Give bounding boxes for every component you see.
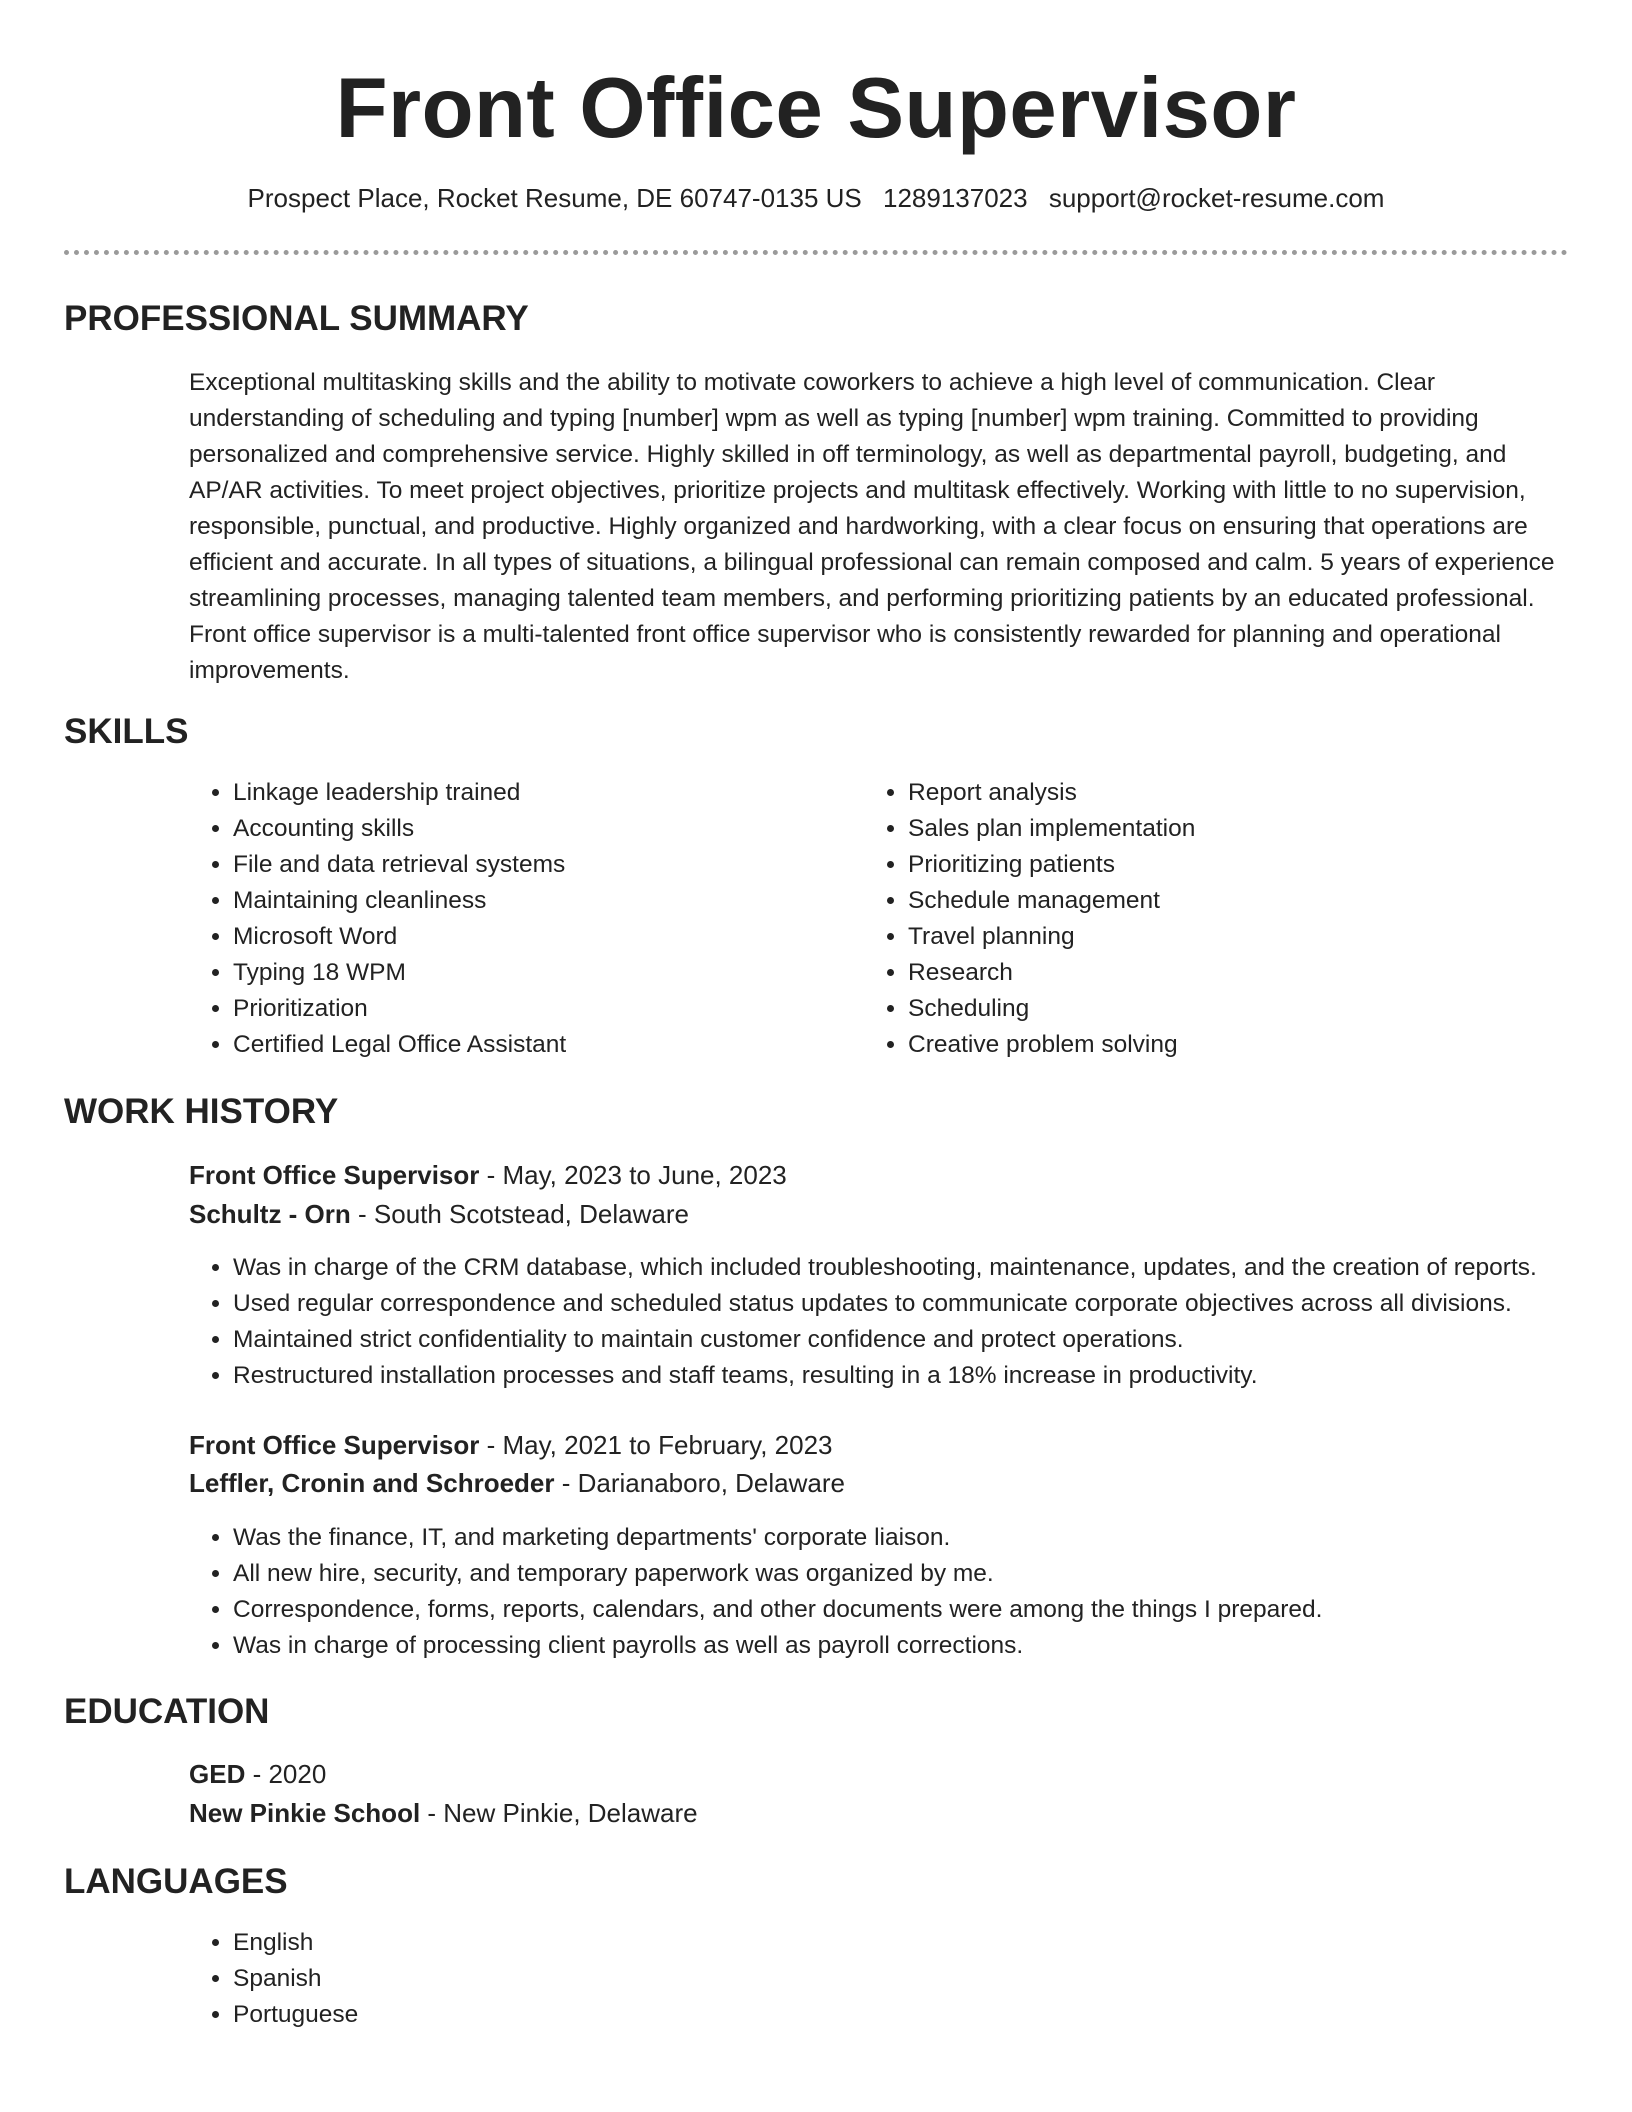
contact-phone: 1289137023 [882, 183, 1028, 213]
job-title-line [189, 1426, 833, 1464]
job-duty: • Was in charge of processing client payrolls as well as payroll corrections. [233, 1628, 1613, 1664]
skill-item: • Scheduling [908, 991, 1548, 1027]
job-dates: - May, 2021 to February, 2023 [479, 1430, 833, 1460]
work-history-heading: WORK HISTORY [64, 1092, 339, 1131]
education-degree: GED [189, 1759, 246, 1789]
skill-item: • Research [908, 955, 1548, 991]
summary-heading: PROFESSIONAL SUMMARY [64, 299, 529, 338]
skills-heading: SKILLS [64, 712, 189, 751]
skill-item: • Maintaining cleanliness [233, 883, 853, 919]
skills-list-right [864, 775, 1548, 1063]
job-duty: • Maintained strict confidentiality to maintain customer confidence and protect operations. [233, 1322, 1613, 1358]
candidate-name: Front Office Supervisor [335, 61, 1297, 156]
skill-item: • Prioritizing patients [908, 847, 1548, 883]
language-item: • Spanish [233, 1961, 833, 1997]
education-location: - New Pinkie, Delaware [420, 1798, 698, 1828]
skills-list-left [189, 775, 853, 1063]
job-duties-list [189, 1520, 1613, 1664]
language-item: • English [233, 1925, 833, 1961]
job-location: - Darianaboro, Delaware [554, 1468, 845, 1498]
skill-item: • Accounting skills [233, 811, 853, 847]
job-role: Front Office Supervisor [189, 1430, 480, 1460]
skill-item: • Typing 18 WPM [233, 955, 853, 991]
summary-text: Exceptional multitasking skills and the ability to motivate coworkers to achieve a high level of communication. Clear understanding of scheduling and typing [number] wpm as well as typing [number] wpm training. Committed to providing personalized and comprehensive service. Highly skilled in off terminology, as well as departmental payroll, budgeting, and AP/AR activities. To meet project objectives, prioritize projects and multitask effectively. Working with little to no supervision, responsible, punctual, and productive. Highly organized and hardworking, with a clear focus on ensuring that operations are efficient and accurate. In all types of situations, a bilingual professional can remain composed and calm. 5 years of experience streamlining processes, managing talented team members, and performing prioritizing patients by an educated professional. Front office supervisor is a multi-talented front office supervisor who is consistently rewarded for planning and operational improvements. [189, 369, 1555, 684]
skill-item: • Sales plan implementation [908, 811, 1548, 847]
skill-item: • Prioritization [233, 991, 853, 1027]
contact-email: support@rocket-resume.com [1048, 183, 1385, 213]
skill-item: • Microsoft Word [233, 919, 853, 955]
skill-item: • Report analysis [908, 775, 1548, 811]
education-degree-line [189, 1755, 326, 1793]
job-company-line [189, 1195, 689, 1233]
education-heading: EDUCATION [64, 1692, 270, 1731]
education-school: New Pinkie School [189, 1798, 421, 1828]
education-school-line [189, 1794, 698, 1832]
job-role: Front Office Supervisor [189, 1160, 480, 1190]
contact-address: Prospect Place, Rocket Resume, DE 60747-0135 US [247, 183, 862, 213]
skill-item: • Linkage leadership trained [233, 775, 853, 811]
skill-item: • File and data retrieval systems [233, 847, 853, 883]
job-title-line [189, 1156, 787, 1194]
languages-heading: LANGUAGES [64, 1862, 288, 1901]
education-year: - 2020 [245, 1759, 327, 1789]
job-duty: • Restructured installation processes and staff teams, resulting in a 18% increase in productivity. [233, 1358, 1613, 1394]
skill-item: • Schedule management [908, 883, 1548, 919]
skill-item: • Creative problem solving [908, 1027, 1548, 1063]
languages-list [189, 1925, 833, 2033]
header-divider [64, 250, 1568, 255]
job-location: - South Scotstead, Delaware [350, 1199, 689, 1229]
job-company-line [189, 1464, 845, 1502]
skill-item: • Certified Legal Office Assistant [233, 1027, 853, 1063]
job-company: Schultz - Orn [189, 1199, 351, 1229]
skill-item: • Travel planning [908, 919, 1548, 955]
job-dates: - May, 2023 to June, 2023 [479, 1160, 787, 1190]
language-item: • Portuguese [233, 1997, 833, 2033]
job-duties-list [189, 1250, 1613, 1394]
job-duty: • All new hire, security, and temporary paperwork was organized by me. [233, 1556, 1613, 1592]
job-duty: • Correspondence, forms, reports, calendars, and other documents were among the things I prepared. [233, 1592, 1613, 1628]
job-company: Leffler, Cronin and Schroeder [189, 1468, 555, 1498]
contact-line [0, 180, 1632, 216]
job-duty: • Was the finance, IT, and marketing departments' corporate liaison. [233, 1520, 1613, 1556]
job-duty: • Used regular correspondence and scheduled status updates to communicate corporate objectives across all divisions. [233, 1286, 1613, 1322]
job-duty: • Was in charge of the CRM database, which included troubleshooting, maintenance, updates, and the creation of reports. [233, 1250, 1613, 1286]
